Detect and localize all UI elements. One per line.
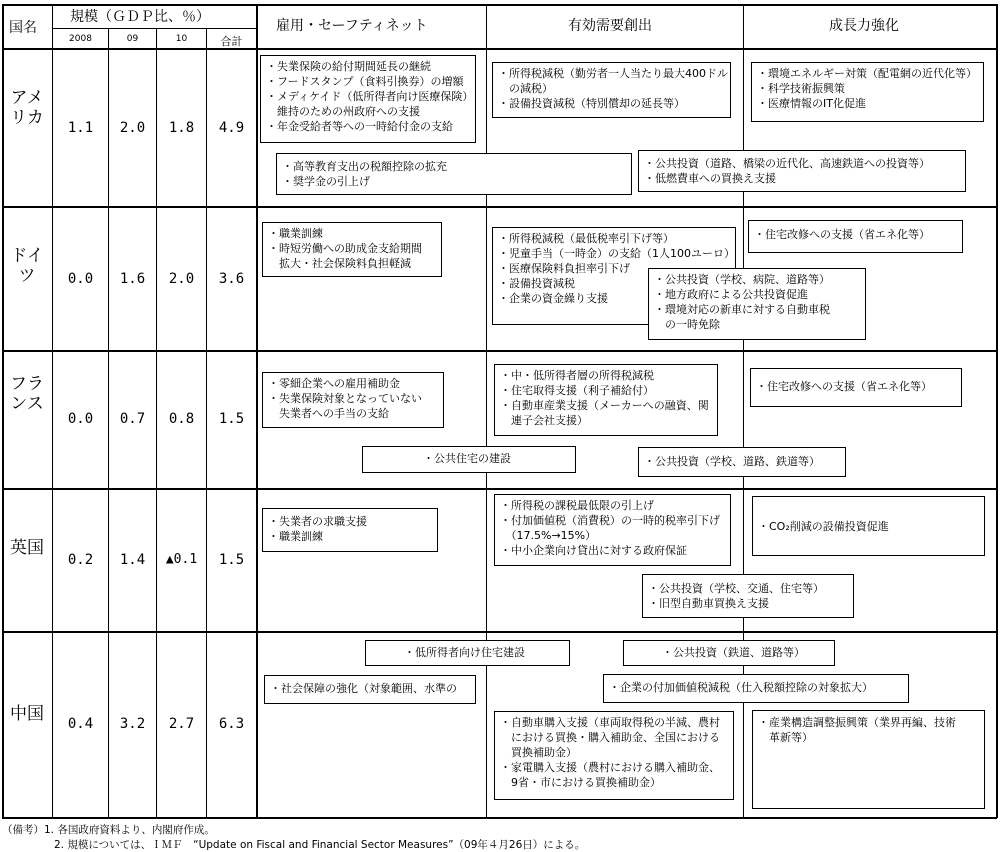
box-line: ・家電購入支援（農村における購入補助金、	[500, 761, 720, 774]
china-2008: 0.4	[67, 716, 94, 732]
box-line: ・医療情報のIT化促進	[757, 97, 866, 110]
germany-10: 2.0	[168, 271, 195, 287]
box-line: ・自動車購入支援（車両取得税の半減、農村	[500, 716, 720, 729]
box-line: ・旧型自動車買換え支援	[648, 597, 769, 610]
china-housing-box	[365, 640, 570, 666]
china-purchase-support-box	[494, 711, 734, 800]
box-line: ・科学技術振興策	[757, 82, 845, 95]
box-line: ・CO₂削減の設備投資促進	[758, 520, 889, 533]
usa-10: 1.8	[168, 120, 195, 136]
box-line: ・児童手当（一時金）の支給（1人100ユーロ）	[498, 247, 735, 260]
box-line: ・自動車産業支援（メーカーへの融資、関	[500, 399, 709, 412]
box-line: ・社会保障の強化（対象範囲、水準の	[270, 682, 457, 695]
china-growth-box	[752, 710, 985, 809]
box-line: ・公共投資（学校、病院、道路等）	[654, 273, 830, 286]
usa-demand-box	[492, 62, 731, 118]
usa-total: 4.9	[218, 120, 245, 136]
box-line: ・公共投資（学校、道路、鉄道等）	[644, 455, 820, 468]
box-line: ・高等教育支出の税額控除の拡充	[282, 160, 447, 173]
box-line: ・失業者の求職支援	[268, 515, 367, 528]
box-line: ・低所得者向け住宅建設	[404, 646, 525, 659]
box-line: ・所得税減税（勤労者一人当たり最大400ドル	[498, 67, 728, 80]
box-line: の減税）	[498, 82, 553, 95]
france-public-housing-box	[362, 446, 576, 473]
france-total: 1.5	[218, 411, 245, 427]
box-line: ・中小企業向け貸出に対する政府保証	[500, 544, 687, 557]
box-line: ・時短労働への助成金支給期間	[268, 242, 422, 255]
row-divider-1	[2, 206, 997, 208]
box-line: ・職業訓練	[268, 530, 323, 543]
box-line: ・設備投資減税	[498, 277, 575, 290]
uk-09: 1.4	[119, 552, 146, 568]
box-line: ・失業保険対象となっていない	[268, 392, 422, 405]
box-line: ・奨学金の引上げ	[282, 175, 370, 188]
box-line: ・住宅改修への支援（省エネ化等）	[756, 380, 932, 393]
header-divider	[2, 48, 997, 50]
box-line: （17.5%→15%）	[500, 529, 597, 542]
china-10: 2.7	[168, 716, 195, 732]
box-line: 連子会社支援）	[500, 414, 588, 427]
usa-2008: 1.1	[67, 120, 94, 136]
box-line: の一時免除	[654, 318, 720, 331]
table-right-border	[996, 4, 998, 818]
germany-public-investment-box	[648, 268, 866, 340]
note-line-2: 2. 規模については、ＩＭＦ “Update on Fiscal and Financial Sector Measures”（09年４月26日）による。	[54, 839, 586, 851]
box-line: 維持のための州政府への支援	[266, 105, 420, 118]
col-divider-total	[256, 4, 258, 818]
header-scale: 規模（ＧＤＰ比、％）	[70, 9, 210, 25]
box-line: ・メディケイド（低所得者向け医療保険）	[266, 90, 474, 103]
usa-education-box	[276, 153, 632, 195]
uk-10: ▲0.1	[165, 552, 198, 567]
box-line: ・付加価値税（消費税）の一時的税率引下げ	[500, 514, 720, 527]
country-usa: アメリカ	[10, 88, 44, 128]
note-line-1: （備考）1. 各国政府資料より、内閣府作成。	[2, 824, 215, 836]
header-growth: 成長力強化	[829, 18, 899, 34]
box-line: ・企業の資金繰り支援	[498, 292, 608, 305]
header-country: 国名	[9, 20, 37, 36]
usa-09: 2.0	[119, 120, 146, 136]
box-line: ・所得税の課税最低限の引上げ	[500, 499, 654, 512]
box-line: ・低燃費車への買換え支援	[644, 172, 776, 185]
germany-growth-box	[748, 220, 963, 253]
france-2008: 0.0	[67, 411, 94, 427]
china-social-security-box	[264, 675, 476, 704]
header-year-10: 10	[175, 34, 188, 44]
china-vat-box	[603, 674, 909, 703]
box-line: ・産業構造調整振興策（業界再編、技術	[758, 716, 956, 729]
box-line: ・公共投資（学校、交通、住宅等）	[648, 582, 824, 595]
box-line: 拡大・社会保険料負担軽減	[268, 257, 411, 270]
usa-growth-box	[751, 62, 984, 122]
box-line: ・環境エネルギー対策（配電網の近代化等）	[757, 67, 977, 80]
header-year-09: 09	[126, 34, 139, 44]
box-line: ・失業保険の給付期間延長の継続	[266, 60, 431, 73]
france-09: 0.7	[119, 411, 146, 427]
box-line: ・所得税減税（最低税率引下げ等）	[498, 232, 674, 245]
header-employment: 雇用・セーフティネット	[276, 18, 428, 34]
box-line: ・住宅取得支援（利子補給付）	[500, 384, 654, 397]
table-bottom-border	[2, 817, 997, 819]
row-divider-3	[2, 488, 997, 490]
box-line: ・公共投資（道路、橋梁の近代化、高速鉄道への投資等）	[644, 157, 930, 170]
germany-2008: 0.0	[67, 271, 94, 287]
box-line: ・医療保険料負担率引下げ	[498, 262, 630, 275]
france-10: 0.8	[168, 411, 195, 427]
france-public-investment-box	[638, 447, 846, 477]
header-total: 合計	[220, 35, 243, 48]
box-line: ・企業の付加価値税減税（仕入税額控除の対象拡大）	[609, 681, 873, 694]
china-public-investment-box	[623, 640, 835, 666]
uk-demand-box	[494, 494, 731, 566]
france-demand-box	[494, 364, 718, 436]
country-germany: ドイツ	[10, 246, 44, 286]
row-divider-4	[2, 631, 997, 633]
france-employment-box	[262, 372, 444, 428]
uk-public-investment-box	[642, 574, 854, 618]
germany-09: 1.6	[119, 271, 146, 287]
germany-total: 3.6	[218, 271, 245, 287]
box-line: 失業者への手当の支給	[268, 407, 389, 420]
country-china: 中国	[10, 704, 44, 724]
box-line: ・公共住宅の建設	[423, 452, 511, 465]
box-line: ・フードスタンプ（食料引換券）の増額	[266, 75, 464, 88]
box-line: ・設備投資減税（特別償却の延長等）	[498, 97, 685, 110]
box-line: 革新等）	[758, 731, 813, 744]
country-france: フランス	[10, 374, 44, 414]
box-line: ・住宅改修への支援（省エネ化等）	[754, 228, 930, 241]
box-line: ・職業訓練	[268, 227, 323, 240]
china-09: 3.2	[119, 716, 146, 732]
uk-2008: 0.2	[67, 552, 94, 568]
france-growth-box	[750, 368, 962, 407]
header-year-2008: 2008	[69, 34, 92, 44]
germany-employment-box	[262, 222, 442, 277]
col-divider-employment	[486, 4, 487, 818]
scale-subheader-divider	[52, 28, 256, 29]
row-divider-2	[2, 350, 997, 352]
box-line: における買換・購入補助金、全国における	[500, 731, 720, 744]
uk-growth-box	[752, 496, 985, 556]
box-line: ・中・低所得者層の所得税減税	[500, 369, 654, 382]
usa-employment-box	[260, 55, 476, 143]
header-demand: 有効需要創出	[568, 18, 652, 34]
uk-total: 1.5	[218, 552, 245, 568]
box-line: ・公共投資（鉄道、道路等）	[662, 646, 805, 659]
box-line: 買換補助金）	[500, 746, 577, 759]
china-total: 6.3	[218, 716, 245, 732]
box-line: 9省・市における買換補助金）	[500, 776, 661, 789]
box-line: ・地方政府による公共投資促進	[654, 288, 808, 301]
country-uk: 英国	[10, 538, 44, 558]
box-line: ・零細企業への雇用補助金	[268, 377, 400, 390]
box-line: ・環境対応の新車に対する自動車税	[654, 303, 830, 316]
box-line: ・年金受給者等への一時給付金の支給	[266, 120, 453, 133]
usa-public-investment-box	[638, 150, 966, 192]
uk-employment-box	[262, 508, 438, 552]
